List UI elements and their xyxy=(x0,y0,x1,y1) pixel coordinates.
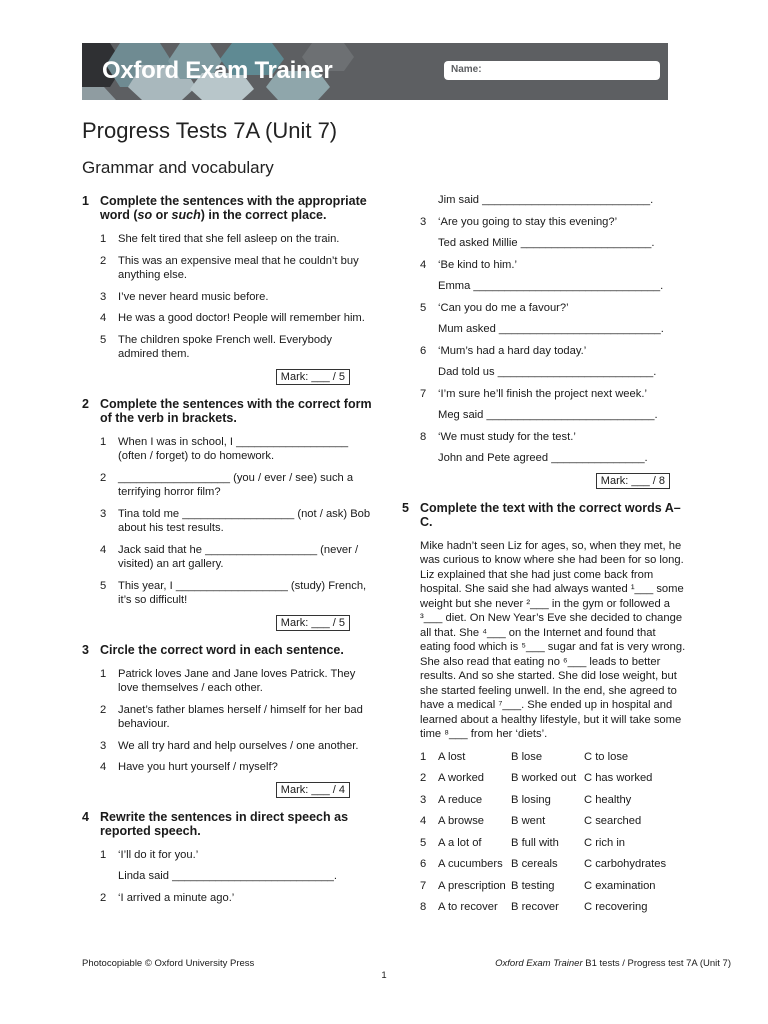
option-row: 3 A reduce B losing C healthy xyxy=(420,793,632,806)
list-item: 1 Patrick loves Jane and Jane loves Patrick. They love themselves / each other. xyxy=(100,667,356,694)
option-row: 5 A a lot of B full with C rich in xyxy=(420,836,626,849)
list-item: 1 ‘I’ll do it for you.’ Linda said __________________________. xyxy=(100,848,337,882)
list-item: 5 This year, I __________________ (study) French, it’s so difficult! xyxy=(100,579,367,606)
list-item: 4 Jack said that he __________________ (never / visited) an art gallery. xyxy=(100,543,359,570)
section-1-heading: 1 Complete the sentences with the appropriate word (so or such) in the correct place. xyxy=(82,194,372,222)
list-item: 7 ‘I’m sure he’ll finish the project next week.’ Meg said ___________________________. xyxy=(420,387,658,421)
list-item: 3 I’ve never heard music before. xyxy=(100,290,269,303)
list-item: 2 Janet’s father blames herself / himself for her bad behaviour. xyxy=(100,703,363,730)
option-row: 8 A to recover B recover C recovering xyxy=(420,901,648,913)
list-item-continued: Jim said ___________________________. xyxy=(438,194,654,206)
list-item: 4 ‘Be kind to him.’ Emma ______________________________. xyxy=(420,258,664,292)
list-item: 3 We all try hard and help ourselves / one another. xyxy=(100,739,359,752)
section-2-heading: 2 Complete the sentences with the correct form of the verb in brackets. xyxy=(82,396,372,425)
list-item: 2 __________________ (you / ever / see) such a terrifying horror film? xyxy=(100,471,354,498)
banner-title: Oxford Exam Trainer xyxy=(102,57,333,84)
list-item: 2 This was an expensive meal that he couldn’t buy anything else. xyxy=(100,254,359,281)
mark-box-1: Mark: ___ / 5 xyxy=(276,369,350,385)
section-3-heading: 3 Circle the correct word in each sentence. xyxy=(82,642,344,657)
list-item: 8 ‘We must study for the test.’ John and Pete agreed _______________. xyxy=(420,430,648,464)
list-item: 2 ‘I arrived a minute ago.’ xyxy=(100,891,235,904)
left-column xyxy=(82,194,372,912)
option-row: 2 A worked B worked out C has worked xyxy=(420,772,653,784)
page-title: Progress Tests 7A (Unit 7) xyxy=(82,118,338,143)
page-number: 1 xyxy=(381,970,387,981)
list-item: 3 Tina told me __________________ (not / ask) Bob about his test results. xyxy=(100,507,371,534)
section-5-heading: 5 Complete the text with the correct words A–C. xyxy=(402,500,681,529)
footer-source: Oxford Exam Trainer B1 tests / Progress test 7A (Unit 7) xyxy=(495,958,731,969)
mark-box-4: Mark: ___ / 8 xyxy=(596,473,670,489)
right-column xyxy=(402,193,688,922)
section-heading: Grammar and vocabulary xyxy=(82,158,274,177)
list-item: 1 When I was in school, I __________________ (often / forget) to do homework. xyxy=(100,435,349,462)
name-field[interactable] xyxy=(444,61,660,80)
header-banner xyxy=(82,43,668,100)
section-4-heading: 4 Rewrite the sentences in direct speech as reported speech. xyxy=(82,809,349,838)
list-item: 3 ‘Are you going to stay this evening?’ Ted asked Millie _____________________. xyxy=(420,215,655,249)
list-item: 5 The children spoke French well. Everybody admired them. xyxy=(100,333,332,360)
option-row: 1 A lost B lose C to lose xyxy=(420,750,629,763)
option-row: 4 A browse B went C searched xyxy=(420,815,642,827)
mark-box-3: Mark: ___ / 4 xyxy=(276,782,350,798)
option-row: 7 A prescription B testing C examination xyxy=(420,879,656,892)
footer-copyright: Photocopiable © Oxford University Press xyxy=(82,958,255,969)
list-item: 4 He was a good doctor! People will remember him. xyxy=(100,312,365,324)
list-item: 1 She felt tired that she fell asleep on the train. xyxy=(100,233,340,245)
list-item: 5 ‘Can you do me a favour?’ Mum asked __________________________. xyxy=(420,301,664,335)
reading-passage: Mike hadn’t seen Liz for ages, so, when they met, he was curious to know where she had been for so long. Liz explained that she had just come back from hospital. She said she had always wanted ¹___ some weight but she never ²___ in the gym or followed a ³___ diet. On New Year’s Eve she decided to change all that. She ⁴___ on the Internet and found that eating food which is ⁵___ sugar and fat is very wrong. She also read that eating no ⁶___ leads to better results. And so she started. She did lose weight, but she started feeling unwell. In the end, she agreed to have a medical ⁷___. She ended up in hospital and learned about a healthy lifestyle, but it will take some time ⁸___ from her ‘diets’. xyxy=(420,539,686,740)
section-1-instruction: Complete the sentences with the appropriate word (so or such) in the correct place. xyxy=(100,194,367,222)
name-label: Name: xyxy=(451,64,482,75)
mark-box-2: Mark: ___ / 5 xyxy=(276,615,350,631)
list-item: 6 ‘Mum’s had a hard day today.’ Dad told us _________________________. xyxy=(420,344,657,378)
option-row: 6 A cucumbers B cereals C carbohydrates xyxy=(420,858,667,870)
list-item: 4 Have you hurt yourself / myself? xyxy=(100,761,278,773)
